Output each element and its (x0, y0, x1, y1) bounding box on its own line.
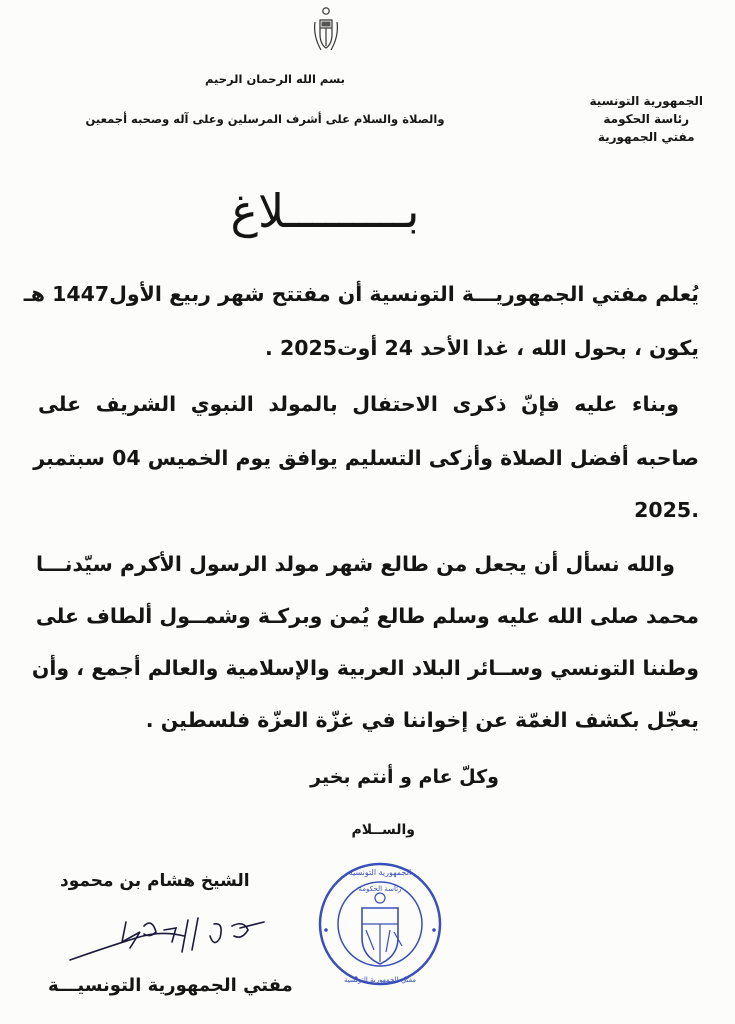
issuer-header (589, 92, 703, 146)
stamp-outer-text: الجمهورية التونسية (348, 868, 412, 877)
header-line-government: رئاسة الحكومة (603, 112, 690, 126)
salam-line: والســلام (351, 822, 415, 838)
stamp-inner-bottom-text: مفتي الجمهورية التونسية (343, 976, 417, 984)
header-line-mufti: مفتي الجمهورية (597, 130, 695, 144)
page-title: بـــــــــلاغ (230, 184, 420, 238)
signatory-name: الشيخ هشام بن محمود (60, 871, 250, 891)
official-stamp-icon (316, 860, 444, 988)
header-line-republic: الجمهورية التونسية (589, 94, 703, 108)
signatory-title: مفتي الجمهورية التونسيـــة (48, 975, 293, 996)
tunisia-coat-of-arms-icon (311, 6, 341, 54)
handwritten-signature-icon (64, 908, 274, 970)
stamp-inner-top-text: رئاسة الحكومة (358, 885, 402, 893)
closing-greeting: وكلّ عام و أنتم بخير (310, 766, 499, 788)
basmala: بسم الله الرحمان الرحيم (205, 72, 345, 86)
salat-line: والصلاة والسلام على أشرف المرسلين وعلى آله وصحبه أجمعين (85, 112, 445, 126)
